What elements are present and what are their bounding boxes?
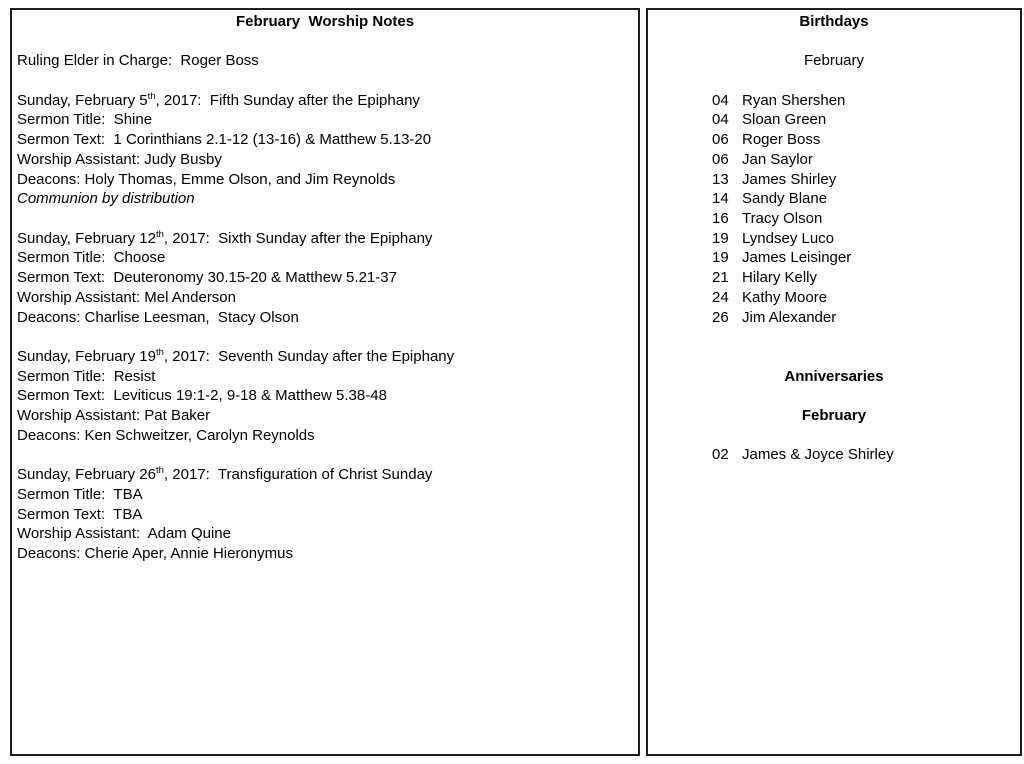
birthday-day: 04 (712, 111, 729, 129)
sermon-title-line: Sermon Title: TBA (17, 485, 143, 503)
birthday-name: Jim Alexander (742, 308, 837, 326)
service-date-line (17, 347, 633, 367)
spacer (17, 71, 633, 91)
birthdays-panel (646, 8, 1022, 756)
deacons-line: Deacons: Ken Schweitzer, Carolyn Reynolds (17, 426, 315, 444)
birthday-row (712, 110, 1015, 130)
spacer (653, 327, 1015, 347)
worship-notes-panel (10, 8, 640, 756)
anniversary-name: James & Joyce Shirley (742, 446, 894, 464)
spacer (17, 209, 633, 229)
anniversary-day: 02 (712, 446, 729, 464)
spacer (653, 386, 1015, 406)
ordinal-suffix: th (155, 346, 164, 358)
birthday-day: 04 (712, 91, 729, 109)
birthday-row (712, 130, 1015, 150)
spacer (653, 32, 1015, 52)
birthday-name: Kathy Moore (742, 288, 828, 306)
birthday-row (712, 209, 1015, 229)
birthday-day: 24 (712, 288, 729, 306)
deacons-line: Deacons: Holy Thomas, Emme Olson, and Jim Reynolds (17, 170, 396, 188)
worship-notes-title: February Worship Notes (235, 13, 415, 30)
birthday-row (712, 229, 1015, 249)
birthday-name: Sloan Green (742, 111, 827, 129)
sermon-text-line: Sermon Text: Deuteronomy 30.15-20 & Matthew 5.21-37 (17, 269, 397, 287)
communion-note: Communion by distribution (17, 190, 195, 208)
birthday-day: 06 (712, 150, 729, 168)
ordinal-suffix: th (155, 465, 164, 477)
birthday-day: 06 (712, 131, 729, 149)
birthdays-month-label: February (803, 52, 865, 70)
birthday-name: Sandy Blane (742, 190, 828, 208)
spacer (653, 426, 1015, 446)
sermon-text-line: Sermon Text: TBA (17, 505, 143, 523)
service-date-text: Sunday, February 5 (17, 91, 148, 109)
deacons-line: Deacons: Cherie Aper, Annie Hieronymus (17, 544, 293, 562)
service-date-text: Sunday, February 26 (17, 466, 156, 484)
birthday-row (712, 91, 1015, 111)
birthday-row (712, 170, 1015, 190)
sermon-title-line: Sermon Title: Resist (17, 367, 156, 385)
sermon-text-line: Sermon Text: 1 Corinthians 2.1-12 (13-16) & Matthew 5.13-20 (17, 131, 432, 149)
sermon-title-line: Sermon Title: Choose (17, 249, 166, 267)
worship-assistant-line: Worship Assistant: Pat Baker (17, 407, 211, 424)
service-date-line (17, 465, 633, 485)
service-date-line (17, 229, 633, 249)
service-date-text: Sunday, February 12 (17, 229, 156, 247)
service-date-text: , 2017: Seventh Sunday after the Epiphany (163, 347, 455, 365)
service-date-text: Sunday, February 19 (17, 347, 156, 365)
birthday-day: 21 (712, 269, 729, 287)
birthday-name: Jan Saylor (742, 150, 813, 168)
spacer (17, 32, 633, 52)
birthday-row (712, 248, 1015, 268)
birthday-row (712, 288, 1015, 308)
service-date-line (17, 91, 633, 111)
birthday-day: 19 (712, 249, 729, 267)
birthday-name: Tracy Olson (742, 210, 823, 227)
worship-assistant-line: Worship Assistant: Mel Anderson (17, 288, 236, 306)
sermon-text-line: Sermon Text: Leviticus 19:1-2, 9-18 & Matthew 5.38-48 (17, 387, 387, 405)
sermon-title-line: Sermon Title: Shine (17, 111, 153, 129)
birthday-day: 19 (712, 229, 729, 247)
birthday-day: 13 (712, 170, 729, 188)
ordinal-suffix: th (147, 90, 156, 102)
birthday-day: 16 (712, 210, 729, 227)
service-date-text: , 2017: Transfiguration of Christ Sunday (163, 466, 433, 484)
spacer (17, 445, 633, 465)
birthday-name: James Shirley (742, 170, 837, 188)
birthday-day: 14 (712, 190, 729, 208)
birthday-row (712, 150, 1015, 170)
ordinal-suffix: th (155, 228, 164, 240)
anniversary-row (712, 445, 1015, 465)
spacer (653, 347, 1015, 367)
service-date-text: , 2017: Sixth Sunday after the Epiphany (163, 229, 433, 247)
spacer (17, 327, 633, 347)
anniversaries-month-label: February (801, 406, 867, 424)
birthday-row (712, 268, 1015, 288)
birthday-name: Lyndsey Luco (742, 229, 835, 247)
worship-assistant-line: Worship Assistant: Judy Busby (17, 150, 222, 168)
birthday-name: Ryan Shershen (742, 91, 846, 109)
worship-assistant-line: Worship Assistant: Adam Quine (17, 525, 231, 543)
ruling-elder-line: Ruling Elder in Charge: Roger Boss (17, 52, 259, 70)
anniversaries-title: Anniversaries (784, 367, 884, 385)
spacer (653, 71, 1015, 91)
birthdays-title: Birthdays (799, 13, 869, 30)
service-date-text: , 2017: Fifth Sunday after the Epiphany (155, 91, 420, 109)
birthday-name: Hilary Kelly (742, 269, 818, 287)
birthday-name: Roger Boss (742, 131, 821, 149)
birthday-row (712, 189, 1015, 209)
deacons-line: Deacons: Charlise Leesman, Stacy Olson (17, 308, 299, 326)
birthday-name: James Leisinger (742, 249, 852, 267)
birthday-day: 26 (712, 308, 729, 326)
birthday-row (712, 308, 1015, 328)
